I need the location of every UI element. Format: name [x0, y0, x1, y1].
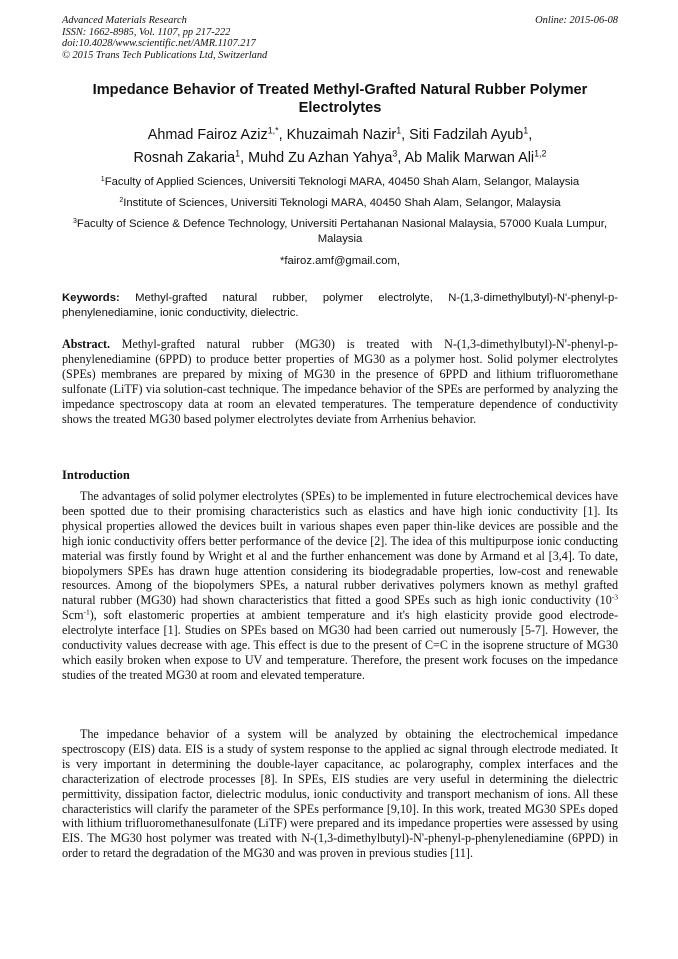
- affiliation-2: [62, 196, 618, 211]
- author-affiliation-mark: 1: [235, 148, 241, 159]
- exponent: -1: [83, 607, 90, 617]
- journal-name: Advanced Materials Research: [62, 15, 187, 26]
- doi-line: doi:10.4028/www.scientific.net/AMR.1107.217: [62, 38, 256, 50]
- keywords-label: Keywords:: [62, 292, 120, 304]
- author-separator: ,: [401, 127, 410, 143]
- keywords-text: Methyl-grafted natural rubber, polymer electrolyte, N-(1,3-dimethylbutyl)-N'-phenyl-p-phenylenediamine, ionic conductivity, dielectric.: [62, 292, 618, 319]
- affiliation-number: 3: [72, 217, 77, 225]
- author-separator: ,: [240, 150, 249, 166]
- keywords: [62, 291, 618, 320]
- author-name: Rosnah Zakaria: [133, 150, 236, 166]
- author-affiliation-mark: 3: [392, 148, 398, 159]
- paragraph-text: The advantages of solid polymer electrolytes (SPEs) to be implemented in future electrochemical devices have been spotted due to their promising characteristics such as elastics and have high ionic conductivity [1]. Its physical properties allowed the devices built in various shapes even paper thin-like devices are possible and the high ionic conductivity offers better performance of the device [2]. The idea of this multipurpose ionic conducting material was firstly found by Wright et al and the further enhancement was done by Armand et al [3,4]. To date, biopolymers SPEs has drawn huge attention considering its biodegradable properties, low-cost and renewable resources. Among of the biopolymers SPEs, a natural rubber derivatives polymers known as methyl grafted natural rubber (MG30) had shown characteristics that fitted a good SPEs such as high ionic conductivity (10: [62, 489, 618, 608]
- online-date: Online: 2015-06-08: [535, 15, 618, 26]
- author-affiliation-mark: 1: [396, 125, 402, 136]
- author-affiliation-mark: 1,*: [267, 125, 279, 136]
- affiliation-1: [62, 175, 618, 190]
- exponent: -3: [611, 592, 618, 602]
- author-name: Ab Malik Marwan Ali: [404, 150, 535, 166]
- author-separator: ,: [278, 127, 287, 143]
- abstract-label: Abstract.: [62, 337, 111, 351]
- paragraph-text: Scm: [62, 608, 84, 623]
- copyright-line: © 2015 Trans Tech Publications Ltd, Switzerland: [62, 49, 268, 61]
- affiliation-text: Institute of Sciences, Universiti Teknologi MARA, 40450 Shah Alam, Selangor, Malaysia: [123, 197, 561, 209]
- author-name: Muhd Zu Azhan Yahya: [248, 150, 393, 166]
- author-name: Khuzaimah Nazir: [286, 127, 397, 143]
- section-heading-introduction: Introduction: [62, 468, 130, 482]
- author-affiliation-mark: 1,2: [534, 148, 547, 159]
- affiliation-text: Faculty of Science & Defence Technology, Universiti Pertahanan Nasional Malaysia, 57000 Kuala Lumpur, Malaysia: [76, 218, 608, 245]
- author-separator: ,: [528, 127, 533, 143]
- author-line-2: [62, 147, 618, 170]
- abstract: [62, 337, 618, 426]
- author-separator: ,: [397, 150, 405, 166]
- abstract-text: Methyl-grafted natural rubber (MG30) is treated with N-(1,3-dimethylbutyl)-N'-phenyl-p-phenylenediamine (6PPD) to produce better properties of MG30 as a polymer host. Solid polymer electrolytes (SPEs) membranes are prepared by mixing of MG30 in the presence of 6PPD and lithium trifluoromethane sulfonate (LiTF) via solution-cast technique. The impedance behavior of the SPEs are performed by analyzing the impedance spectroscopy data at room an elevated temperatures. The temperature dependence of conductivity shows the treated MG30 based polymer electrolytes deviate from Arrhenius behavior.: [62, 337, 618, 426]
- corresponding-email[interactable]: *fairoz.amf@gmail.com,: [279, 255, 401, 267]
- introduction-paragraph-1: [62, 489, 618, 683]
- affiliation-number: 2: [119, 196, 124, 204]
- author-affiliation-mark: 1: [523, 125, 529, 136]
- journal-header: [62, 15, 618, 61]
- issn-line: ISSN: 1662-8985, Vol. 1107, pp 217-222: [62, 26, 231, 38]
- affiliation-number: 1: [100, 175, 105, 183]
- affiliation-text: Faculty of Applied Sciences, Universiti Teknologi MARA, 40450 Shah Alam, Selangor, Malaysia: [104, 176, 580, 188]
- author-list: [62, 124, 618, 170]
- author-line-1: [62, 124, 618, 147]
- introduction-paragraph-2: The impedance behavior of a system will be analyzed by obtaining the electrochemical impedance spectroscopy (EIS) data. EIS is a study of system response to the applied ac signal through electrode mediated. It is very important in determining the double-layer capacitance, ac polarography, complex interfaces and the characterization of electrode processes [8]. In SPEs, EIS studies are very useful in determining the dielectric permittivity, dissipation factor, dielectric modulus, ionic conductivity and transport mechanism of ions. All these characteristics will clarify the parameter of the SPEs performance [9,10]. In this work, treated MG30 SPEs doped with lithium trifluoromethanesulfonate (LiTF) were prepared and its impedance properties were assessed by using EIS. The MG30 host polymer was treated with N-(1,3-dimethylbutyl)-N'-phenyl-p-phenylenediamine (6PPD) in order to retard the degradation of the MG30 and was proven in previous studies [11].: [62, 727, 618, 861]
- affiliation-3: [62, 217, 618, 246]
- paragraph-text: ), soft elastomeric properties at ambient temperature and it's high elasticity provide good electrode-electrolyte interface [1]. Studies on SPEs based on MG30 had been carried out numerously [5-7]. However, the conductivity values decrease with age. This effect is due to the present of C=C in the isoprene structure of MG30 which easily broken when expose to UV and temperature. Therefore, the present work focuses on the impedance studies of the treated MG30 at room and elevated temperature.: [62, 608, 618, 682]
- author-name: Siti Fadzilah Ayub: [409, 127, 524, 143]
- author-name: Ahmad Fairoz Aziz: [147, 127, 268, 143]
- paper-title: Impedance Behavior of Treated Methyl-Grafted Natural Rubber Polymer Electrolytes: [92, 82, 588, 116]
